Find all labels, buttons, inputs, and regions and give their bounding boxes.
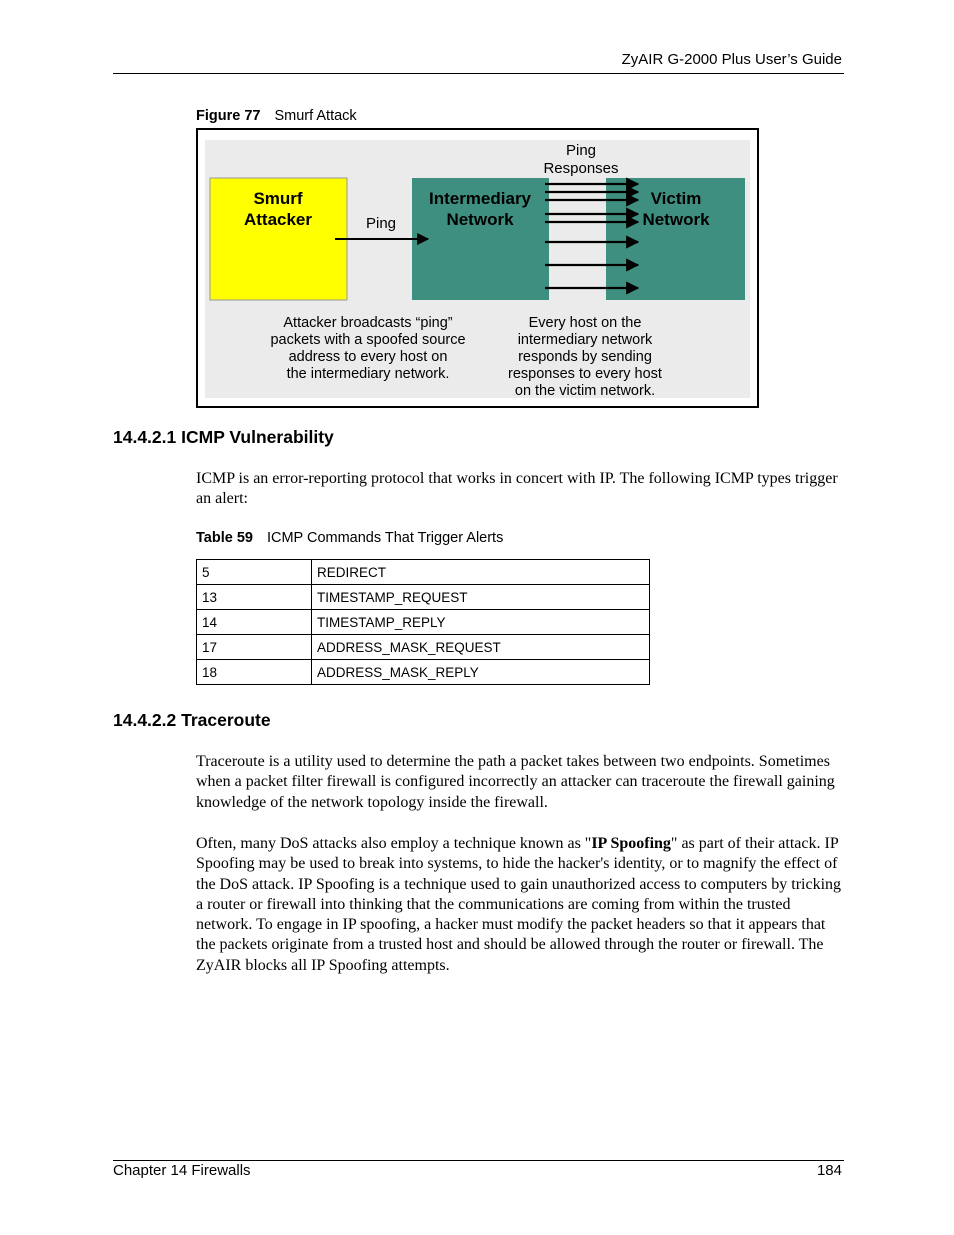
left-desc-line: packets with a spoofed source [270, 332, 466, 348]
icmp-name-cell: ADDRESS_MASK_REQUEST [312, 635, 650, 660]
smurf-attack-diagram [198, 130, 757, 406]
victim-label-line1: Victim [650, 189, 702, 208]
intermediary-label-line2: Network [446, 210, 514, 229]
responses-label-line2: Responses [543, 160, 619, 177]
table-row [197, 610, 650, 635]
table-row [197, 635, 650, 660]
icmp-alert-table [196, 559, 650, 685]
victim-label-line2: Network [642, 210, 710, 229]
icmp-code-cell: 13 [197, 585, 312, 610]
icmp-code-cell: 18 [197, 660, 312, 685]
figure-label: Figure 77 [196, 108, 261, 124]
table-title: ICMP Commands That Trigger Alerts [266, 530, 504, 546]
section-heading-traceroute: 14.4.2.2 Traceroute [113, 710, 271, 730]
right-desc-line: Every host on the [528, 315, 642, 331]
icmp-code-cell: 17 [197, 635, 312, 660]
ip-spoofing-term: IP Spoofing [591, 835, 671, 852]
ip-spoofing-text-before: Often, many DoS attacks also employ a technique known as " [196, 835, 592, 852]
icmp-name-cell: TIMESTAMP_REQUEST [312, 585, 650, 610]
figure-caption [196, 108, 357, 124]
icmp-paragraph: ICMP is an error-reporting protocol that works in concert with IP. The following ICMP types trigger an alert: [196, 470, 838, 508]
intermediary-label-line1: Intermediary [428, 189, 532, 208]
right-desc-line: responses to every host [508, 366, 662, 382]
footer-divider [113, 1160, 844, 1161]
ip-spoofing-text-after: " as part of their attack. IP Spoofing may be used to break into systems, to hide the hacker's identity, or to magnify the effect of the DoS attack. IP Spoofing is a technique used to gain unauthorized access to computers by tricking a router or firewall into thinking that the communications are coming from within the trusted network. To engage in IP spoofing, a hacker must modify the packet headers so that it appears that the packets originate from a trusted host and should be allowed through the router or firewall. The ZyAIR blocks all IP Spoofing attempts. [196, 835, 842, 974]
responses-label-line1: Ping [565, 142, 597, 159]
traceroute-paragraph-2 [196, 834, 844, 976]
table-row [197, 660, 650, 685]
table-label: Table 59 [196, 530, 253, 546]
left-desc-line: address to every host on [288, 349, 448, 365]
icmp-name-cell: REDIRECT [312, 560, 650, 585]
table-caption [196, 530, 503, 546]
attacker-label-line1: Smurf [253, 189, 303, 208]
smurf-attack-figure [196, 128, 759, 408]
left-description [270, 315, 465, 382]
icmp-code-cell: 14 [197, 610, 312, 635]
icmp-code-cell: 5 [197, 560, 312, 585]
header-divider [113, 73, 844, 74]
page-header-title: ZyAIR G-2000 Plus User’s Guide [621, 51, 842, 68]
ping-label: Ping [365, 215, 397, 232]
table-row [197, 560, 650, 585]
right-description [508, 315, 662, 399]
right-desc-line: intermediary network [517, 332, 653, 348]
figure-title: Smurf Attack [274, 108, 357, 124]
traceroute-paragraph-1: Traceroute is a utility used to determine the path a packet takes between two endpoints. Sometimes when a packet filter firewall is configured incorrectly an attacker can traceroute the firewall gaining knowledge of the network topology inside the firewall. [196, 753, 835, 811]
footer-page-number: 184 [816, 1162, 842, 1179]
section-heading-icmp: 14.4.2.1 ICMP Vulnerability [113, 427, 334, 447]
right-desc-line: on the victim network. [514, 383, 656, 399]
left-desc-line: the intermediary network. [286, 366, 450, 382]
icmp-name-cell: ADDRESS_MASK_REPLY [312, 660, 650, 685]
attacker-label-line2: Attacker [243, 210, 313, 229]
right-desc-line: responds by sending [518, 349, 652, 365]
icmp-name-cell: TIMESTAMP_REPLY [312, 610, 650, 635]
table-row [197, 585, 650, 610]
footer-chapter: Chapter 14 Firewalls [113, 1162, 251, 1179]
left-desc-line: Attacker broadcasts “ping” [283, 315, 453, 331]
